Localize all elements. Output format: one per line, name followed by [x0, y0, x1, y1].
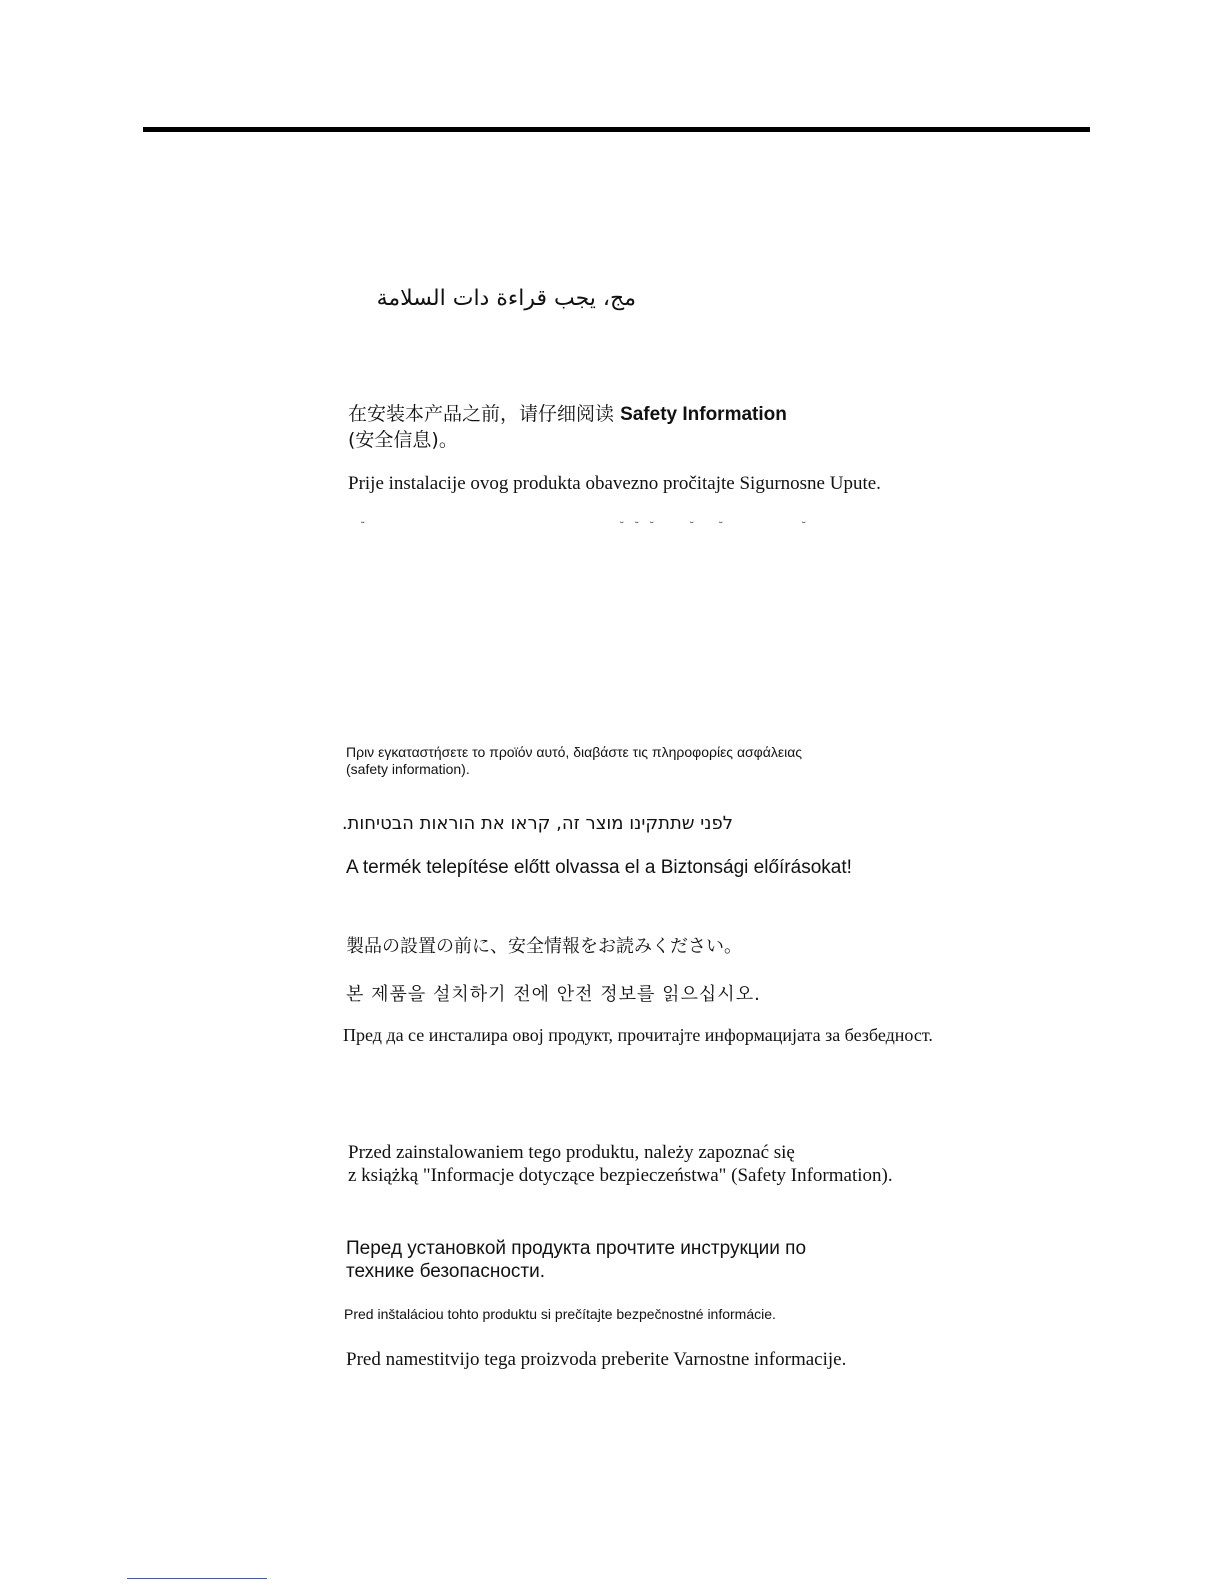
footer-underline: [127, 1578, 267, 1579]
hungarian-notice: A termék telepítése előtt olvassa el a Biztonsági előírásokat!: [346, 857, 852, 878]
header-rule: [143, 127, 1090, 132]
hebrew-notice: לפני שתתקינו מוצר זה, קראו את הוראות הבטיחות.: [341, 813, 733, 834]
slovenian-notice: Pred namestitvijo tega proizvoda preberite Varnostne informacije.: [346, 1349, 847, 1370]
arabic-notice: مج، يجب قراءة دات السلامة: [376, 286, 636, 311]
breve-mark: ˘: [689, 520, 695, 533]
breve-mark: ˘: [718, 520, 724, 533]
polish-notice-line-1: Przed zainstalowaniem tego produktu, należy zapoznać się: [348, 1142, 795, 1163]
chinese-notice-text: 在安装本产品之前，请仔细阅读: [348, 403, 615, 425]
breve-mark: ˘: [801, 520, 807, 533]
breve-mark: ˘: [619, 520, 625, 533]
japanese-notice: 製品の設置の前に、安全情報をお読みください。: [346, 936, 742, 957]
chinese-notice-line-1: [348, 399, 787, 426]
chinese-notice-line-2: (安全信息)。: [348, 429, 458, 451]
slovak-notice: Pred inštaláciou tohto produktu si prečítajte bezpečnostné informácie.: [344, 1306, 776, 1322]
greek-notice-line-1: Πριν εγκαταστήσετε το προϊόν αυτό, διαβάστε τις πληροφορίες ασφάλειας: [346, 744, 803, 760]
greek-notice-line-2: (safety information).: [346, 761, 470, 777]
macedonian-notice: Пред да се инсталира овој продукт, прочитајте информацијата за безбедност.: [343, 1025, 933, 1045]
croatian-notice: Prije instalacije ovog produkta obavezno pročitajte Sigurnosne Upute.: [348, 473, 881, 494]
russian-notice-line-2: технике безопасности.: [346, 1261, 546, 1282]
breve-mark: ˘: [360, 520, 366, 533]
russian-notice-line-1: Перед установкой продукта прочтите инструкции по: [346, 1238, 807, 1259]
diacritic-marks-row: [340, 520, 820, 532]
polish-notice-line-2: z książką "Informacje dotyczące bezpieczeństwa" (Safety Information).: [348, 1165, 893, 1186]
chinese-notice-english: Safety Information: [620, 404, 787, 425]
breve-mark: ˘: [634, 520, 640, 533]
breve-mark: ˘: [649, 520, 655, 533]
korean-notice: 본 제품을 설치하기 전에 안전 정보를 읽으십시오.: [346, 984, 761, 1005]
